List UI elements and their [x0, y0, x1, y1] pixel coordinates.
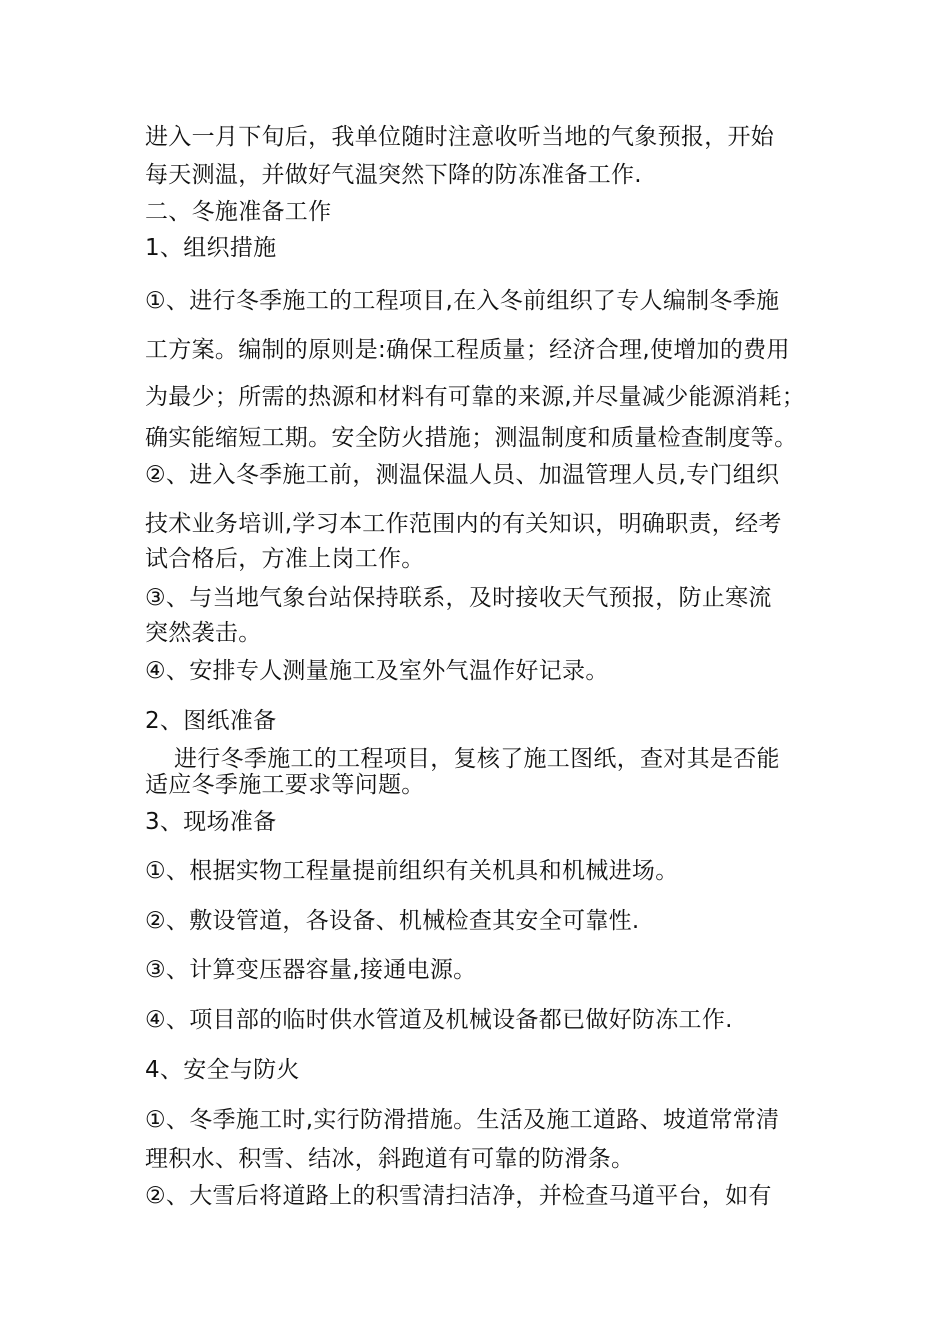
text-line: ①、进行冬季施工的工程项目,在入冬前组织了专人编制冬季施 — [145, 288, 780, 314]
text-line: 突然袭击。 — [145, 620, 262, 646]
list-item: ③、计算变压器容量,接通电源。 — [145, 957, 477, 983]
text-line: 理积水、积雪、结冰，斜跑道有可靠的防滑条。 — [145, 1146, 635, 1172]
text-line: 为最少；所需的热源和材料有可靠的来源,并尽量减少能源消耗； — [145, 384, 806, 410]
list-item: ②、敷设管道，各设备、机械检查其安全可靠性. — [145, 908, 640, 934]
text-line: 适应冬季施工要求等问题。 — [145, 772, 425, 798]
text-line: 每天测温，并做好气温突然下降的防冻准备工作. — [145, 162, 642, 188]
text-line: ②、大雪后将道路上的积雪清扫洁净，并检查马道平台，如有 — [145, 1183, 772, 1209]
subsection-heading: 3、现场准备 — [145, 809, 277, 835]
text-line: ③、与当地气象台站保持联系，及时接收天气预报，防止寒流 — [145, 585, 772, 611]
text-line: 技术业务培训,学习本工作范围内的有关知识，明确职责，经考 — [145, 511, 782, 537]
list-item: ④、项目部的临时供水管道及机械设备都已做好防冻工作. — [145, 1007, 733, 1033]
list-item: ①、根据实物工程量提前组织有关机具和机械进场。 — [145, 858, 679, 884]
text-line: ①、冬季施工时,实行防滑措施。生活及施工道路、坡道常常清 — [145, 1107, 780, 1133]
subsection-heading: 2、图纸准备 — [145, 708, 277, 734]
text-line: 进入一月下旬后，我单位随时注意收听当地的气象预报，开始 — [145, 124, 775, 150]
subsection-heading: 1、组织措施 — [145, 235, 277, 261]
section-heading: 二、冬施准备工作 — [145, 199, 332, 225]
text-line: 确实能缩短工期。安全防火措施；测温制度和质量检查制度等。 — [145, 425, 798, 451]
text-line: 工方案。编制的原则是:确保工程质量；经济合理,使增加的费用 — [145, 337, 790, 363]
subsection-heading: 4、安全与防火 — [145, 1057, 300, 1083]
text-line: ②、进入冬季施工前，测温保温人员、加温管理人员,专门组织 — [145, 462, 780, 488]
text-line: ④、安排专人测量施工及室外气温作好记录。 — [145, 658, 609, 684]
text-line: 试合格后，方准上岗工作。 — [145, 546, 425, 572]
text-line: 进行冬季施工的工程项目，复核了施工图纸，查对其是否能 — [174, 746, 780, 772]
